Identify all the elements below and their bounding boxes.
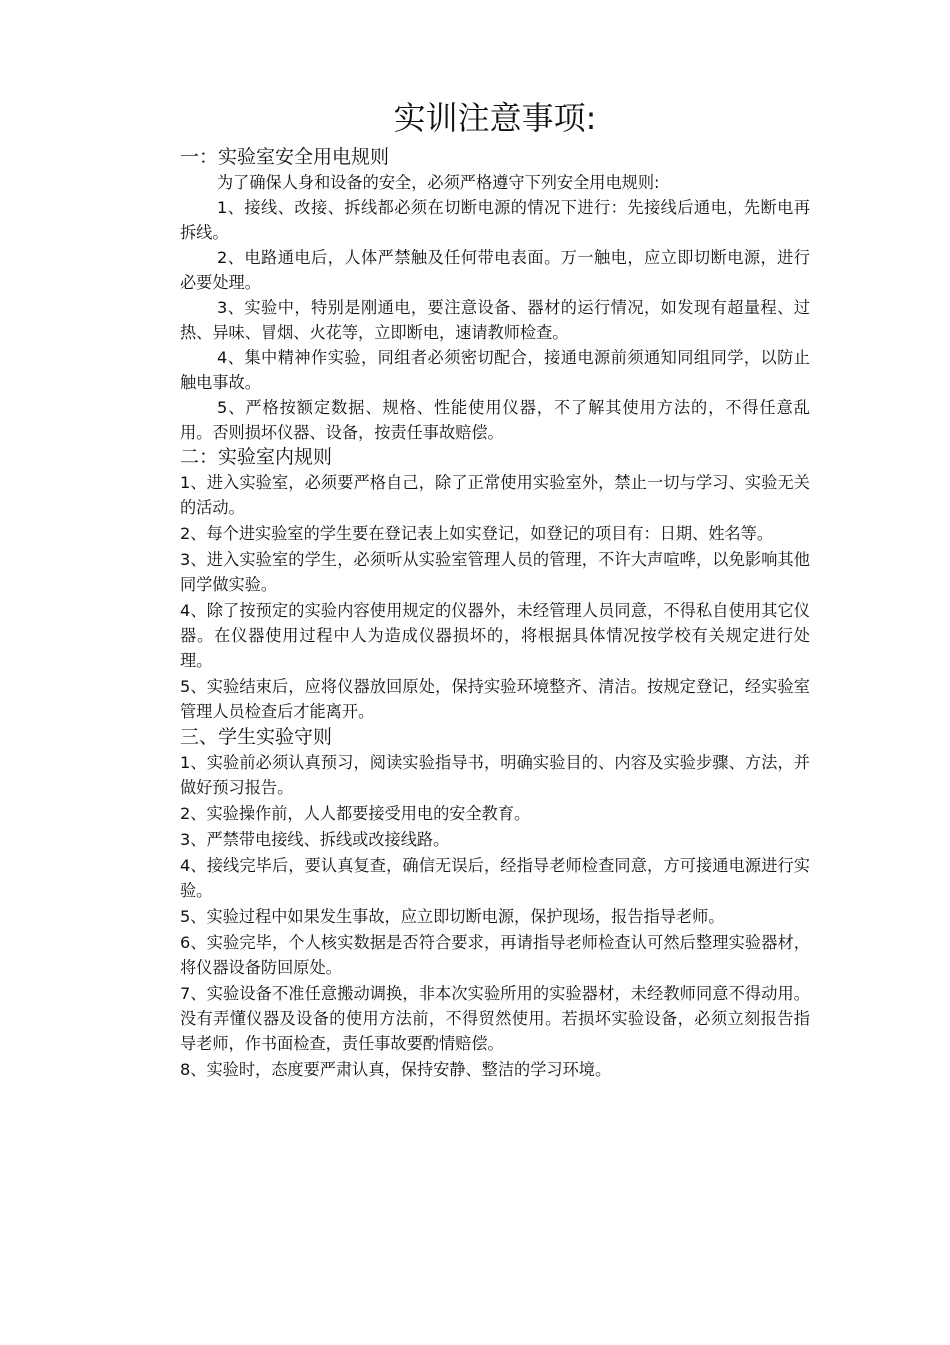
list-item: 4、除了按预定的实验内容使用规定的仪器外，未经管理人员同意，不得私自使用其它仪器。在仪器使用过程中人为造成仪器损坏的，将根据具体情况按学校有关规定进行处理。 <box>180 601 810 670</box>
section-lab-rules <box>180 445 810 724</box>
list-item: 5、实验过程中如果发生事故，应立即切断电源，保护现场，报告指导老师。 <box>180 907 725 926</box>
list-item: 2、实验操作前，人人都要接受用电的安全教育。 <box>180 804 531 823</box>
list-item: 2、每个进实验室的学生要在登记表上如实登记，如登记的项目有：日期、姓名等。 <box>180 524 774 543</box>
list-item: 3、进入实验室的学生，必须听从实验室管理人员的管理，不许大声喧哗，以免影响其他同学做实验。 <box>180 550 810 594</box>
list-item: 4、接线完毕后，要认真复查，确信无误后，经指导老师检查同意，方可接通电源进行实验。 <box>180 856 810 900</box>
list-item: 3、实验中，特别是刚通电，要注意设备、器材的运行情况，如发现有超量程、过热、异味、冒烟、火花等，立即断电，速请教师检查。 <box>180 298 810 342</box>
list-item: 1、实验前必须认真预习，阅读实验指导书，明确实验目的、内容及实验步骤、方法，并做好预习报告。 <box>180 753 810 797</box>
list-item: 1、进入实验室，必须要严格自己，除了正常使用实验室外，禁止一切与学习、实验无关的活动。 <box>180 473 810 517</box>
list-item: 8、实验时，态度要严肃认真，保持安静、整洁的学习环境。 <box>180 1060 612 1079</box>
list-item: 5、实验结束后，应将仪器放回原处，保持实验环境整齐、清洁。按规定登记，经实验室管理人员检查后才能离开。 <box>180 677 810 721</box>
list-item: 3、严禁带电接线、拆线或改接线路。 <box>180 830 450 849</box>
document-page <box>180 95 810 1083</box>
section-heading: 一：实验室安全用电规则 <box>180 146 390 168</box>
list-item: 7、实验设备不准任意搬动调换，非本次实验所用的实验器材，未经教师同意不得动用。没有弄懂仪器及设备的使用方法前，不得贸然使用。若损坏实验设备，必须立刻报告指导老师，作书面检查，责任事故要酌情赔偿。 <box>180 984 810 1053</box>
list-item: 5、严格按额定数据、规格、性能使用仪器，不了解其使用方法的，不得任意乱用。否则损坏仪器、设备，按责任事故赔偿。 <box>180 398 810 442</box>
list-item: 1、接线、改接、拆线都必须在切断电源的情况下进行：先接线后通电，先断电再拆线。 <box>180 198 810 242</box>
section-heading: 二：实验室内规则 <box>180 446 333 468</box>
list-item: 6、实验完毕，个人核实数据是否符合要求，再请指导老师检查认可然后整理实验器材，将仪器设备防回原处。 <box>180 933 810 977</box>
document-title: 实训注意事项: <box>393 99 597 137</box>
section-student-rules <box>180 725 810 1082</box>
section-heading: 三、学生实验守则 <box>180 726 333 748</box>
list-item: 2、电路通电后，人体严禁触及任何带电表面。万一触电，应立即切断电源，进行必要处理。 <box>180 248 810 292</box>
section-electrical-safety <box>180 145 810 445</box>
list-item: 4、集中精神作实验，同组者必须密切配合，接通电源前须通知同组同学，以防止触电事故。 <box>180 348 810 392</box>
section-intro: 为了确保人身和设备的安全，必须严格遵守下列安全用电规则: <box>217 173 660 192</box>
